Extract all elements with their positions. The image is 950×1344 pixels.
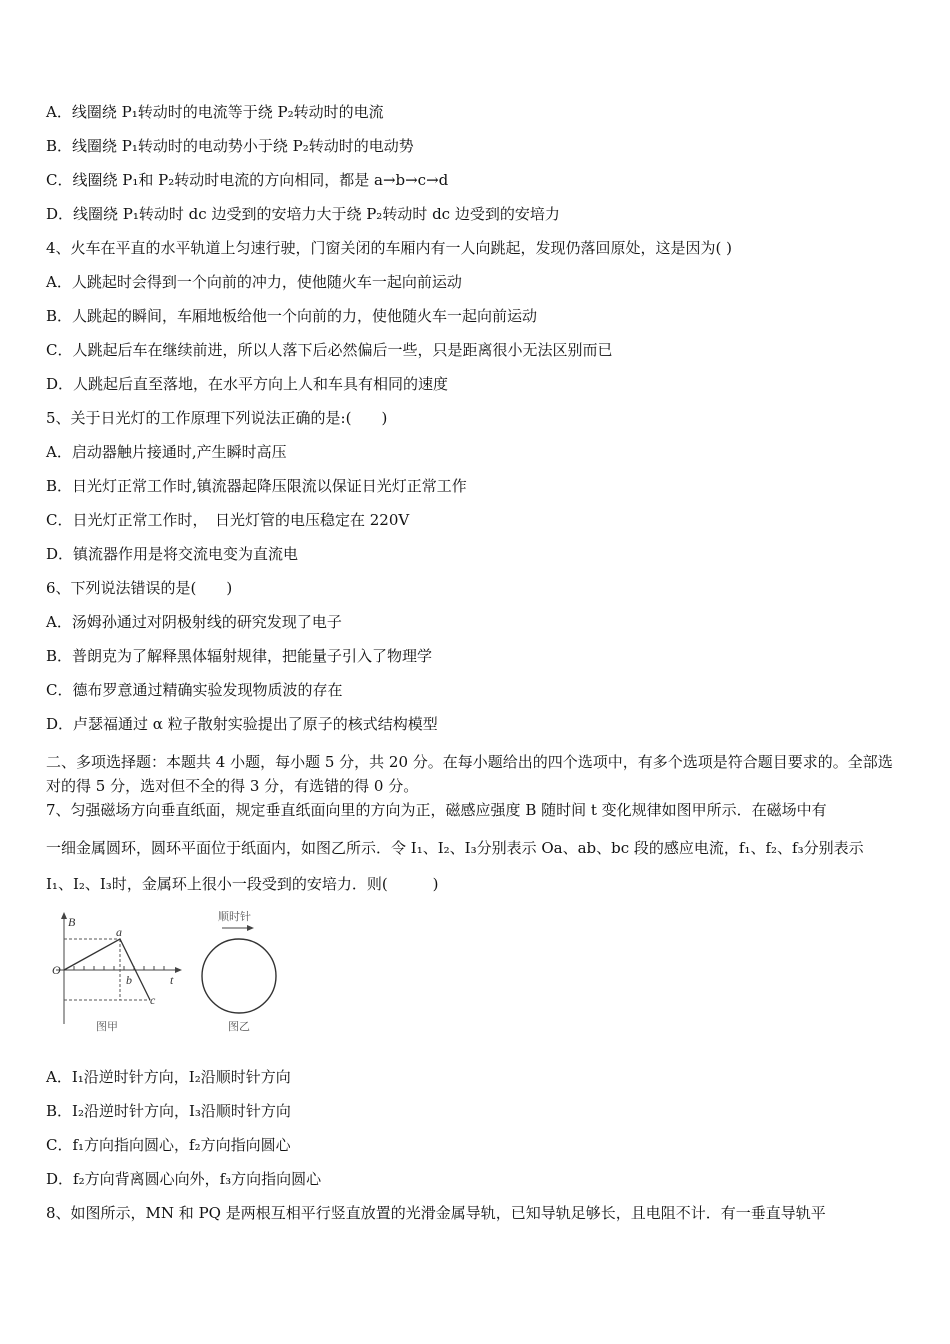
b-t-graph [52,912,182,1033]
ring-diagram [202,909,276,1033]
q7-stem-line-1: 7、匀强磁场方向垂直纸面，规定垂直纸面向里的方向为正，磁感应强度 B 随时间 t 变化规律如图甲所示．在磁场中有 [46,801,827,819]
q4-stem: 4、火车在平直的水平轨道上匀速行驶，门窗关闭的车厢内有一人向跳起，发现仍落回原处，这是因为( ) [46,239,733,257]
q7-figure [46,904,286,1044]
q4-option-c: C．人跳起后车在继续前进，所以人落下后必然偏后一些，只是距离很小无法区别而已 [46,341,613,359]
q3-option-b: B．线圈绕 P₁转动时的电动势小于绕 P₂转动时的电动势 [46,137,414,155]
q6-option-c: C．德布罗意通过精确实验发现物质波的存在 [46,681,343,699]
y-axis-arrow-icon [61,912,67,919]
q6-option-b: B．普朗克为了解释黑体辐射规律，把能量子引入了物理学 [46,647,433,665]
origin-label: O [52,963,61,977]
metal-ring [202,939,276,1013]
axis-label-t: t [170,973,174,987]
axis-label-b: B [68,915,76,929]
point-b-label: b [126,973,132,987]
x-axis-arrow-icon [175,967,182,973]
q6-stem: 6、下列说法错误的是( ) [46,579,233,597]
q5-option-c: C．日光灯正常工作时， 日光灯管的电压稳定在 220V [46,511,410,529]
q7-option-b: B．I₂沿逆时针方向，I₃沿顺时针方向 [46,1102,291,1120]
ring-caption: 图乙 [228,1020,250,1033]
q3-option-a: A．线圈绕 P₁转动时的电流等于绕 P₂转动时的电流 [46,103,384,121]
q6-option-a: A．汤姆孙通过对阴极射线的研究发现了电子 [46,613,342,631]
q3-option-c: C．线圈绕 P₁和 P₂转动时电流的方向相同，都是 a→b→c→d [46,171,449,189]
point-c-label: c [150,993,156,1007]
q5-option-b: B．日光灯正常工作时,镇流器起降压限流以保证日光灯正常工作 [46,477,467,495]
graph-caption: 图甲 [96,1020,118,1033]
q7-stem-line-3: I₁、I₂、I₃时，金属环上很小一段受到的安培力．则( ) [46,875,439,893]
q7-stem-line-2: 一细金属圆环，圆环平面位于纸面内，如图乙所示．令 I₁、I₂、I₃分别表示 Oa、ab、bc 段的感应电流，f₁、f₂、f₃分别表示 [46,839,864,857]
q8-stem: 8、如图所示，MN 和 PQ 是两根互相平行竖直放置的光滑金属导轨，已知导轨足够长，且电阻不计．有一垂直导轨平 [46,1204,826,1222]
q7-figure-svg [46,904,286,1044]
q5-option-d: D．镇流器作用是将交流电变为直流电 [46,545,299,563]
q4-option-b: B．人跳起的瞬间，车厢地板给他一个向前的力，使他随火车一起向前运动 [46,307,538,325]
q7-option-a: A．I₁沿逆时针方向，I₂沿顺时针方向 [46,1068,291,1086]
q4-option-a: A．人跳起时会得到一个向前的冲力，使他随火车一起向前运动 [46,273,462,291]
q6-option-d: D．卢瑟福通过 α 粒子散射实验提出了原子的核式结构模型 [46,715,438,733]
q7-option-c: C．f₁方向指向圆心，f₂方向指向圆心 [46,1136,291,1154]
q5-stem: 5、关于日光灯的工作原理下列说法正确的是:( ) [46,409,388,427]
q3-option-d: D．线圈绕 P₁转动时 dc 边受到的安培力大于绕 P₂转动时 dc 边受到的安培力 [46,205,560,223]
clockwise-arrow-icon [247,925,254,931]
q7-option-d: D．f₂方向背离圆心向外，f₃方向指向圆心 [46,1170,322,1188]
section-2-heading: 二、多项选择题：本题共 4 小题，每小题 5 分，共 20 分。在每小题给出的四个选项中，有多个选项是符合题目要求的。全部选对的得 5 分，选对但不全的得 3 分，有选错的得 0 分。 [46,753,893,795]
clockwise-label: 顺时针 [218,910,251,923]
q5-option-a: A．启动器触片接通时,产生瞬时高压 [46,443,287,461]
point-a-label: a [116,925,122,939]
q4-option-d: D．人跳起后直至落地，在水平方向上人和车具有相同的速度 [46,375,449,393]
